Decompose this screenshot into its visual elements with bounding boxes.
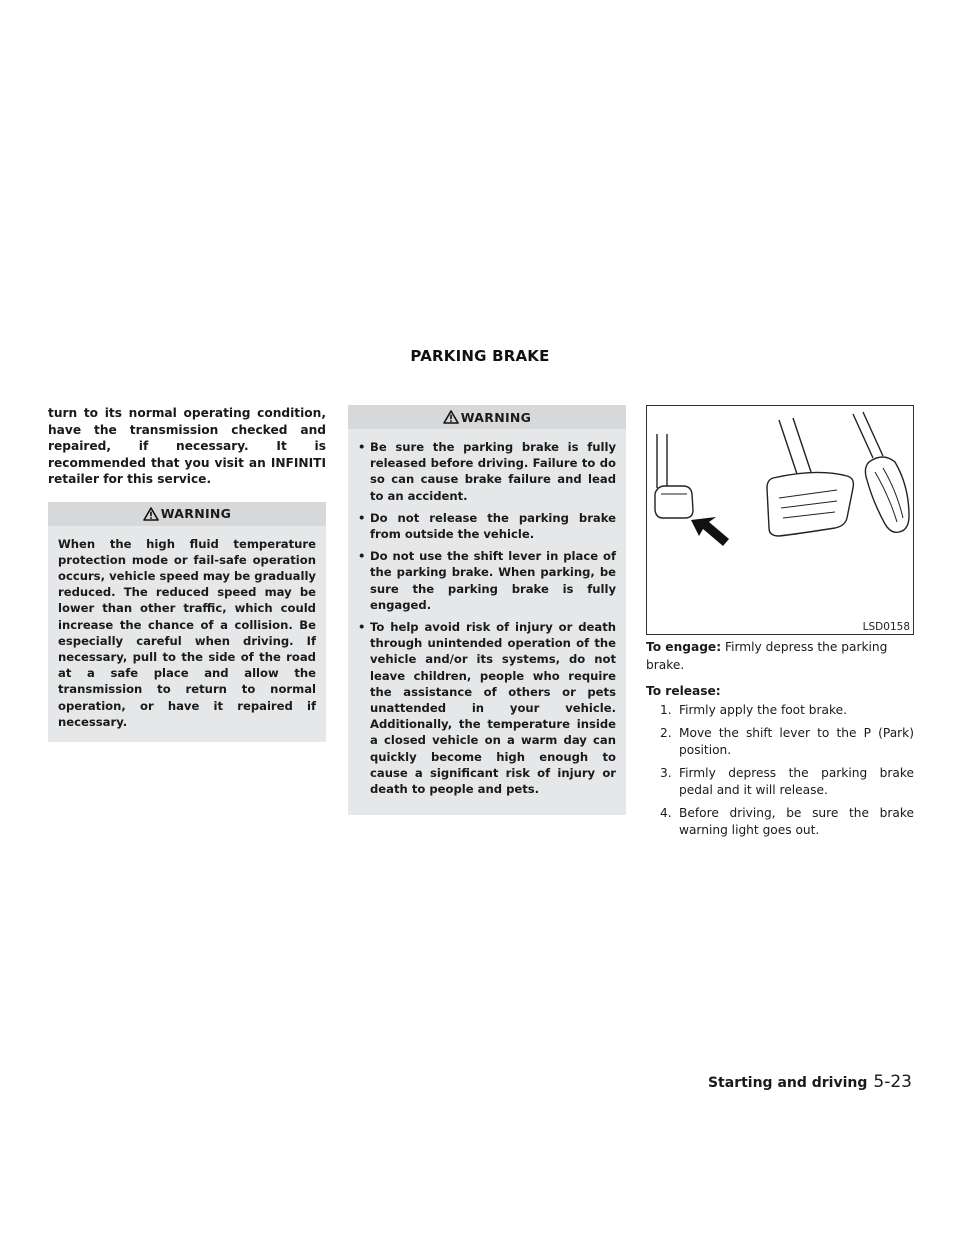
- page-footer: [708, 1072, 912, 1092]
- column-right: [646, 405, 914, 845]
- warning-box-parking-brake: [348, 405, 626, 815]
- warning-title: WARNING: [460, 409, 532, 425]
- bullet-icon: •: [358, 620, 366, 635]
- warning-triangle-icon: [443, 410, 459, 424]
- warning-text: When the high fluid temperature protection mode or fail-safe operation occurs, vehicle speed may be gradually reduced. The reduced speed may be lower than other traffic, which could increase the chance of a collision. Be especially careful when driving. If necessary, pull to the side of the road at a safe place and allow the transmission to return to normal operation, or have it repaired if necessary.: [58, 536, 316, 729]
- engage-text: Firmly depress the parking brake.: [646, 640, 888, 672]
- column-left: [48, 405, 326, 742]
- pedal-illustration: [646, 405, 914, 635]
- release-heading: [646, 682, 914, 700]
- warning-list: [358, 439, 616, 797]
- list-item: • Be sure the parking brake is fully released before driving. Failure to do so can cause brake failure and lead to an accident.: [358, 440, 616, 503]
- list-item: • To help avoid risk of injury or death through unintended operation of the vehicle and/or its systems, do not leave children, people who require the assistance of others or pets unattended in your vehicle. Additionally, the temperature inside a closed vehicle on a warm day can quickly become high enough to cause a significant risk of injury or death to people and pets.: [358, 620, 616, 797]
- list-item: 4. Before driving, be sure the brake warning light goes out.: [660, 806, 914, 837]
- parking-brake-pedal-icon: [647, 406, 913, 634]
- chapter-title: Starting and driving: [707, 1075, 868, 1091]
- bullet-icon: •: [358, 549, 366, 564]
- page-number: 5-23: [873, 1072, 912, 1092]
- warning-title: WARNING: [160, 506, 232, 521]
- release-label: To release:: [646, 684, 721, 698]
- warning-header: [48, 502, 326, 526]
- release-steps: [646, 702, 914, 839]
- column-middle: [348, 405, 626, 815]
- bullet-icon: •: [358, 440, 366, 454]
- warning-triangle-icon: [143, 507, 159, 521]
- list-item: • Do not release the parking brake from outside the vehicle.: [358, 510, 616, 542]
- figure-code: LSD0158: [862, 621, 910, 633]
- list-item: 3. Firmly depress the parking brake pedal and it will release.: [660, 766, 914, 797]
- list-item: 1. Firmly apply the foot brake.: [660, 703, 848, 717]
- list-item: 2. Move the shift lever to the P (Park) position.: [660, 726, 914, 757]
- list-item: • Do not use the shift lever in place of the parking brake. When parking, be sure the parking brake is fully engaged.: [358, 549, 616, 612]
- bullet-icon: •: [358, 510, 366, 525]
- engage-instruction: [646, 638, 914, 674]
- intro-paragraph: turn to its normal operating condition, have the transmission checked and repaired, if necessary. It is recommended that you visit an INFINITI retailer for this service.: [48, 406, 326, 486]
- warning-header: [348, 405, 626, 429]
- section-title: PARKING BRAKE: [410, 347, 550, 365]
- engage-label: To engage:: [646, 640, 722, 654]
- warning-box-transmission: [48, 502, 326, 742]
